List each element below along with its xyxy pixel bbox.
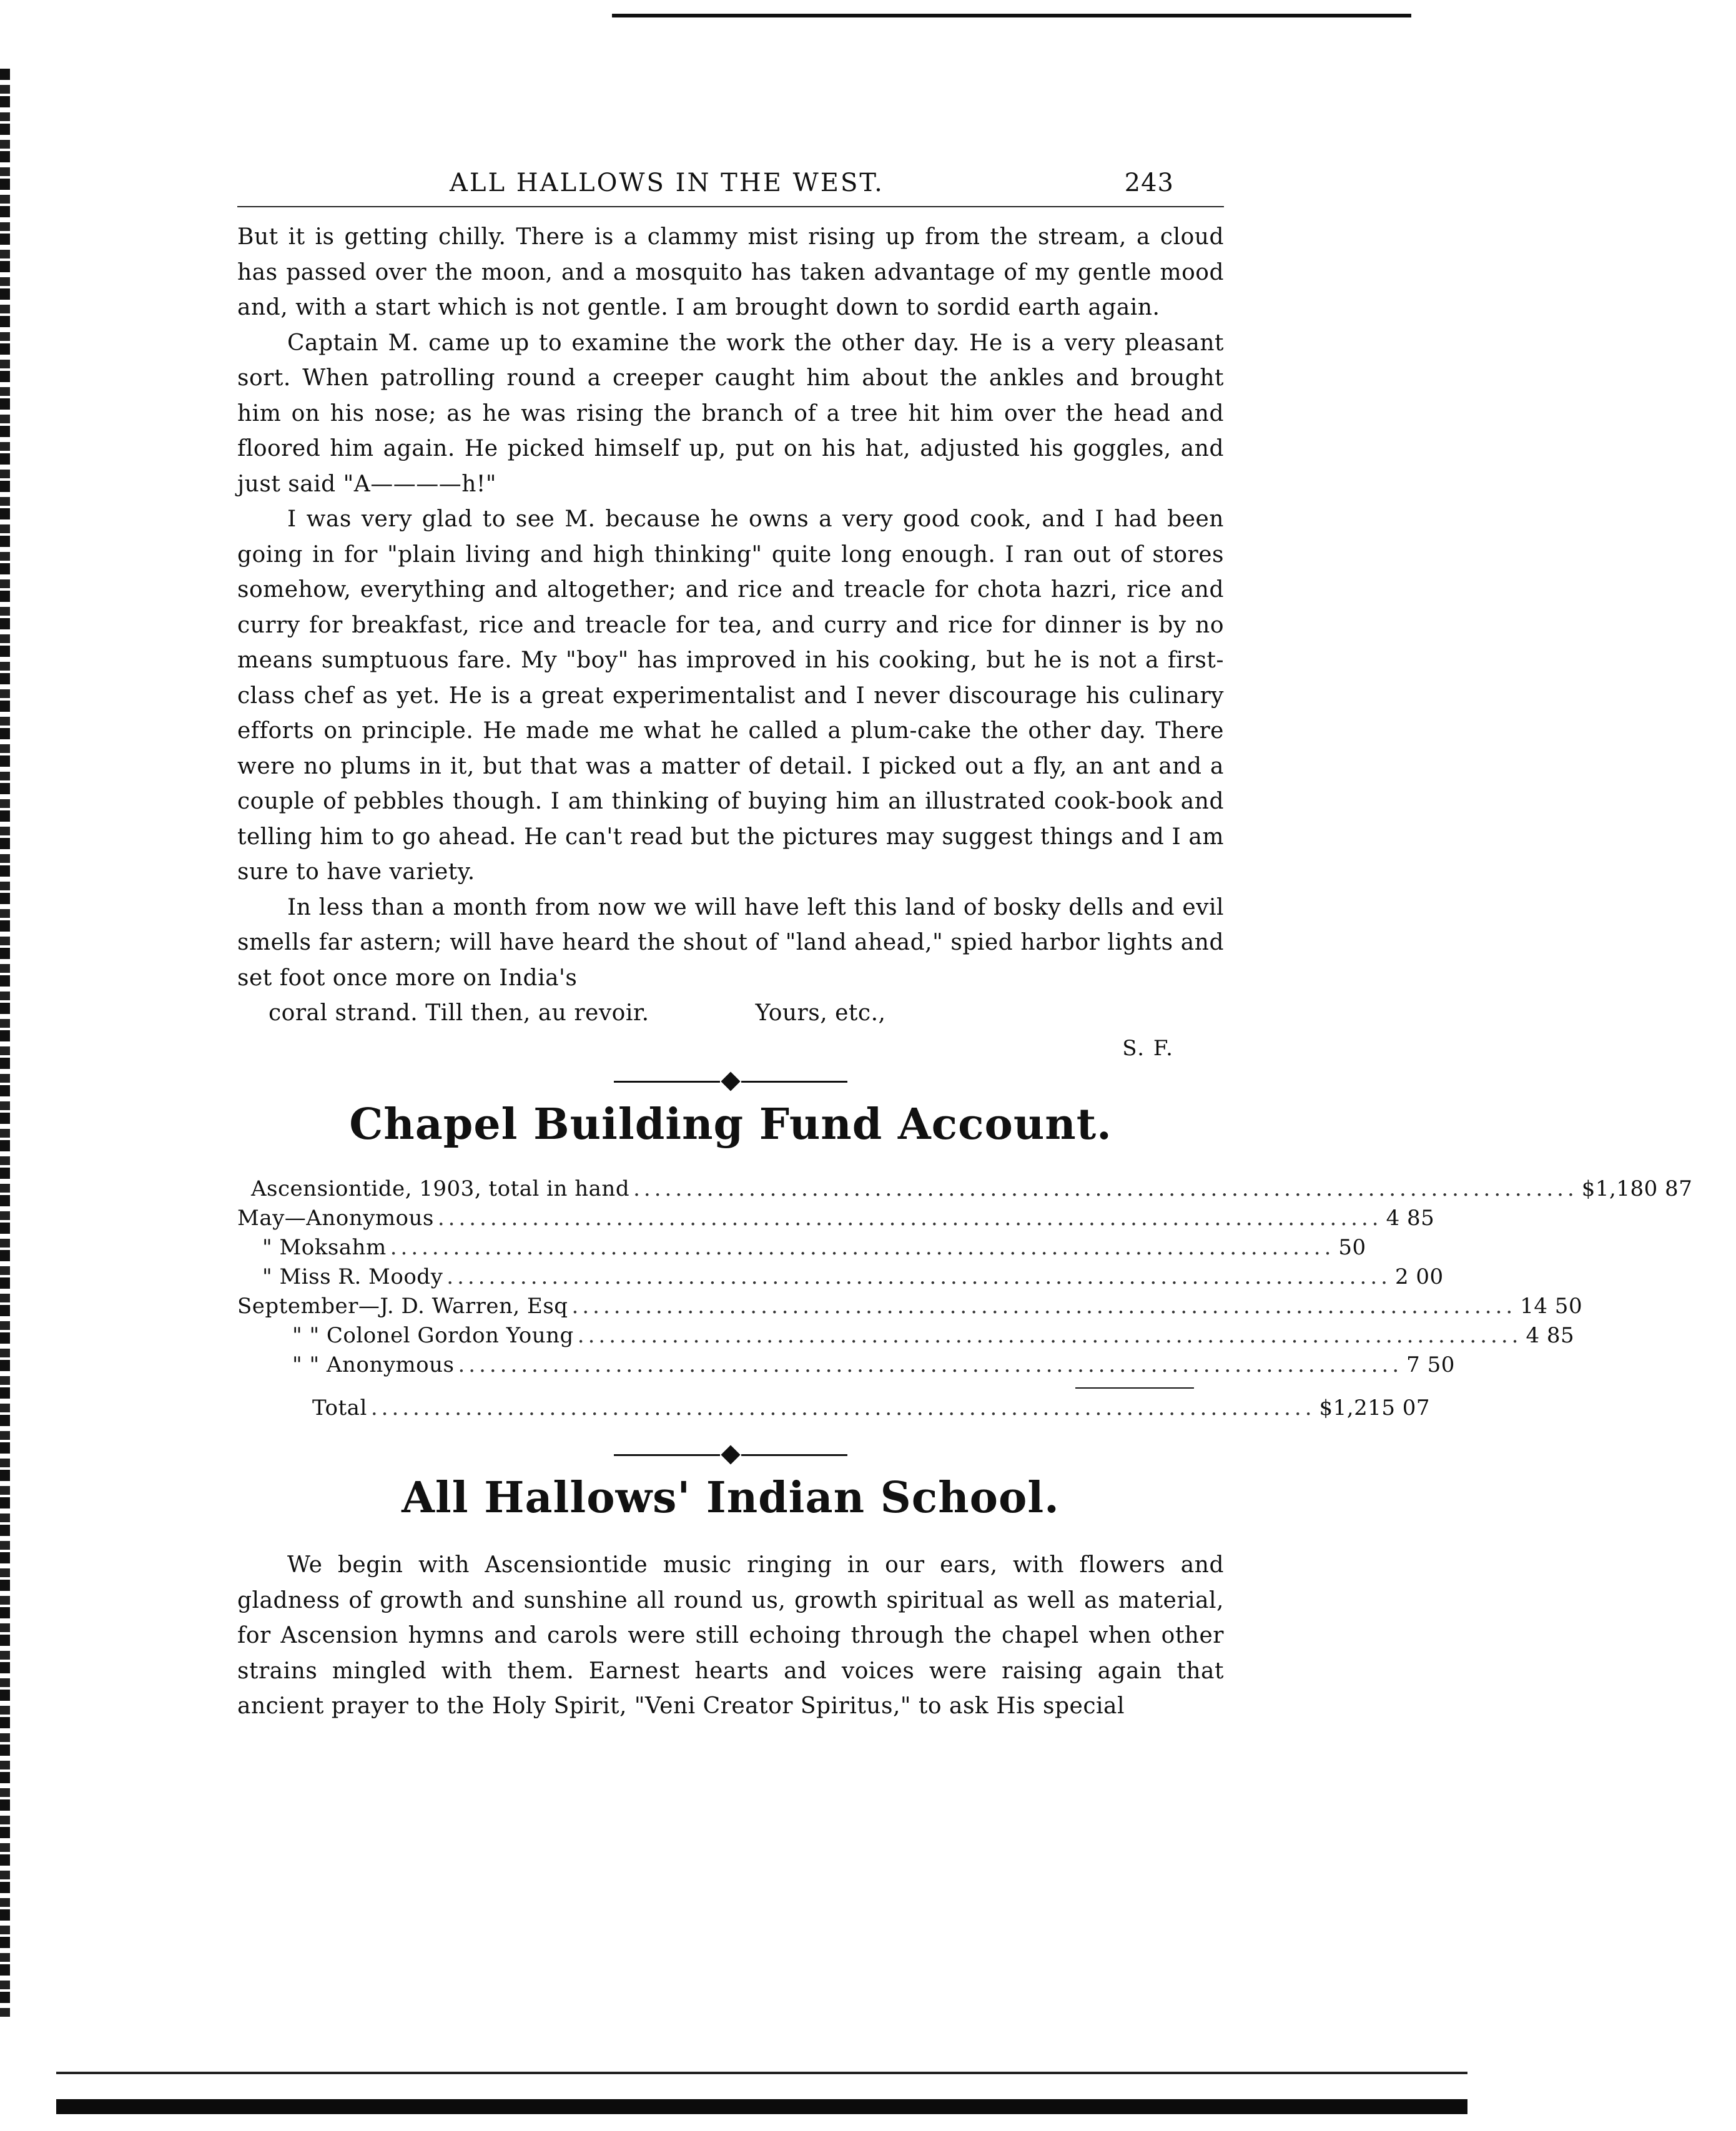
page-number: 243 [1124, 169, 1174, 197]
ledger-label: " Miss R. Moody [262, 1264, 443, 1289]
running-head [237, 169, 1224, 207]
ledger-row: May—Anonymous .......................................................................................... 4 85 [237, 1204, 1224, 1233]
letter-valediction: Yours, etc., [755, 1000, 886, 1026]
ledger-amount: $1,180 87 [1581, 1176, 1693, 1201]
letter-paragraph-4: In less than a month from now we will have left this land of bosky dells and evil smells far astern; will have heard the shout of "land ahead," spied harbor lights and set foot once more on India's [237, 894, 1224, 991]
diamond-ornament-icon [721, 1071, 740, 1091]
ledger-amount: 2 00 [1394, 1264, 1444, 1289]
ledger-row: " Moksahm .......................................................................................... 50 [237, 1233, 1224, 1262]
page [237, 169, 1693, 1725]
letter-paragraph-2: Captain M. came up to examine the work the other day. He is a very pleasant sort. When patrolling round a creeper caught him about the ankles and brought him on his nose; as he was rising the branch of a tree hit him over the head and floored him again. He picked himself up, put on his hat, adjusted his goggles, and just said "A————h!" [237, 330, 1224, 497]
ledger-label: May—Anonymous [237, 1206, 434, 1231]
ledger-amount: 7 50 [1406, 1352, 1455, 1377]
school-section-body [237, 1548, 1224, 1725]
section-divider-ornament [237, 1448, 1224, 1462]
fund-account-heading: Chapel Building Fund Account. [349, 1100, 1112, 1149]
ledger-amount: 14 50 [1520, 1294, 1583, 1319]
sum-rule [1075, 1387, 1194, 1389]
scan-left-edge [0, 69, 10, 2017]
ledger-total-amount: $1,215 07 [1319, 1395, 1431, 1420]
diamond-ornament-icon [721, 1445, 740, 1464]
school-paragraph: We begin with Ascensiontide music ringing in our ears, with flowers and gladness of growth and sunshine all round us, growth spiritual as well as material, for Ascension hymns and carols were still echoing through the chapel when other strains mingled with them. Earnest hearts and voices were raising again that ancient prayer to the Holy Spirit, "Veni Creator Spiritus," to ask His special [237, 1552, 1224, 1719]
letter-paragraph-1: But it is getting chilly. There is a clammy mist rising up from the stream, a cloud has passed over the moon, and a mosquito has taken advantage of my gentle mood and, with a start which is not gentle. I am brought down to sordid earth again. [237, 224, 1224, 320]
ledger-label: Ascensiontide, 1903, total in hand [251, 1176, 630, 1201]
letter-paragraph-3: I was very glad to see M. because he owns a very good cook, and I had been going in for "plain living and high thinking" quite long enough. I ran out of stores somehow, everything and altogether; and rice and treacle for chota hazri, rice and curry for breakfast, rice and treacle for tea, and curry and rice for dinner is by no means sumptuous fare. My "boy" has improved in his cooking, but he is not a first-class chef as yet. He is a great experimentalist and I never discourage his culinary efforts on principle. He made me what he called a plum-cake the other day. There were no plums in it, but that was a matter of detail. I picked out a fly, an ant and a couple of pebbles though. I am thinking of buying him an illustrated cook-book and telling him to go ahead. He can't read but the pictures may suggest things and I am sure to have variety. [237, 506, 1224, 885]
ledger-total-row: Total .......................................................................................... $1,215 07 [237, 1394, 1224, 1423]
bottom-thin-rule [56, 2072, 1467, 2074]
ledger-label: September—J. D. Warren, Esq [237, 1294, 568, 1319]
ledger-amount: 4 85 [1526, 1323, 1575, 1348]
ledger-label: " Moksahm [262, 1235, 387, 1260]
ledger-label: " " Anonymous [292, 1352, 455, 1377]
letter-closing-line [237, 996, 1224, 1031]
ledger-amount: 4 85 [1386, 1206, 1435, 1231]
top-border-rule [612, 14, 1411, 17]
ledger-row: Ascensiontide, 1903, total in hand .......................................................................................... $1,180 87 [237, 1174, 1224, 1204]
letter-body [237, 220, 1224, 996]
ledger-row: " " Anonymous .......................................................................................... 7 50 [237, 1351, 1224, 1380]
ledger-label: " " Colonel Gordon Young [292, 1323, 574, 1348]
letter-signature: S. F. [1122, 1036, 1174, 1061]
running-head-title: ALL HALLOWS IN THE WEST. [450, 169, 884, 197]
ledger-row: September—J. D. Warren, Esq .......................................................................................... 14 50 [237, 1292, 1224, 1321]
section-divider-ornament [237, 1075, 1224, 1088]
ledger-row: " " Colonel Gordon Young .......................................................................................... 4 85 [237, 1321, 1224, 1351]
ledger-row: " Miss R. Moody .......................................................................................... 2 00 [237, 1262, 1224, 1292]
school-section-heading: All Hallows' Indian School. [402, 1473, 1060, 1523]
fund-account-ledger [237, 1174, 1693, 1423]
letter-closing: coral strand. Till then, au revoir. [269, 1000, 649, 1026]
ledger-total-label: Total [312, 1395, 367, 1420]
ledger-amount: 50 [1338, 1235, 1366, 1260]
bottom-border-rule [56, 2099, 1467, 2114]
